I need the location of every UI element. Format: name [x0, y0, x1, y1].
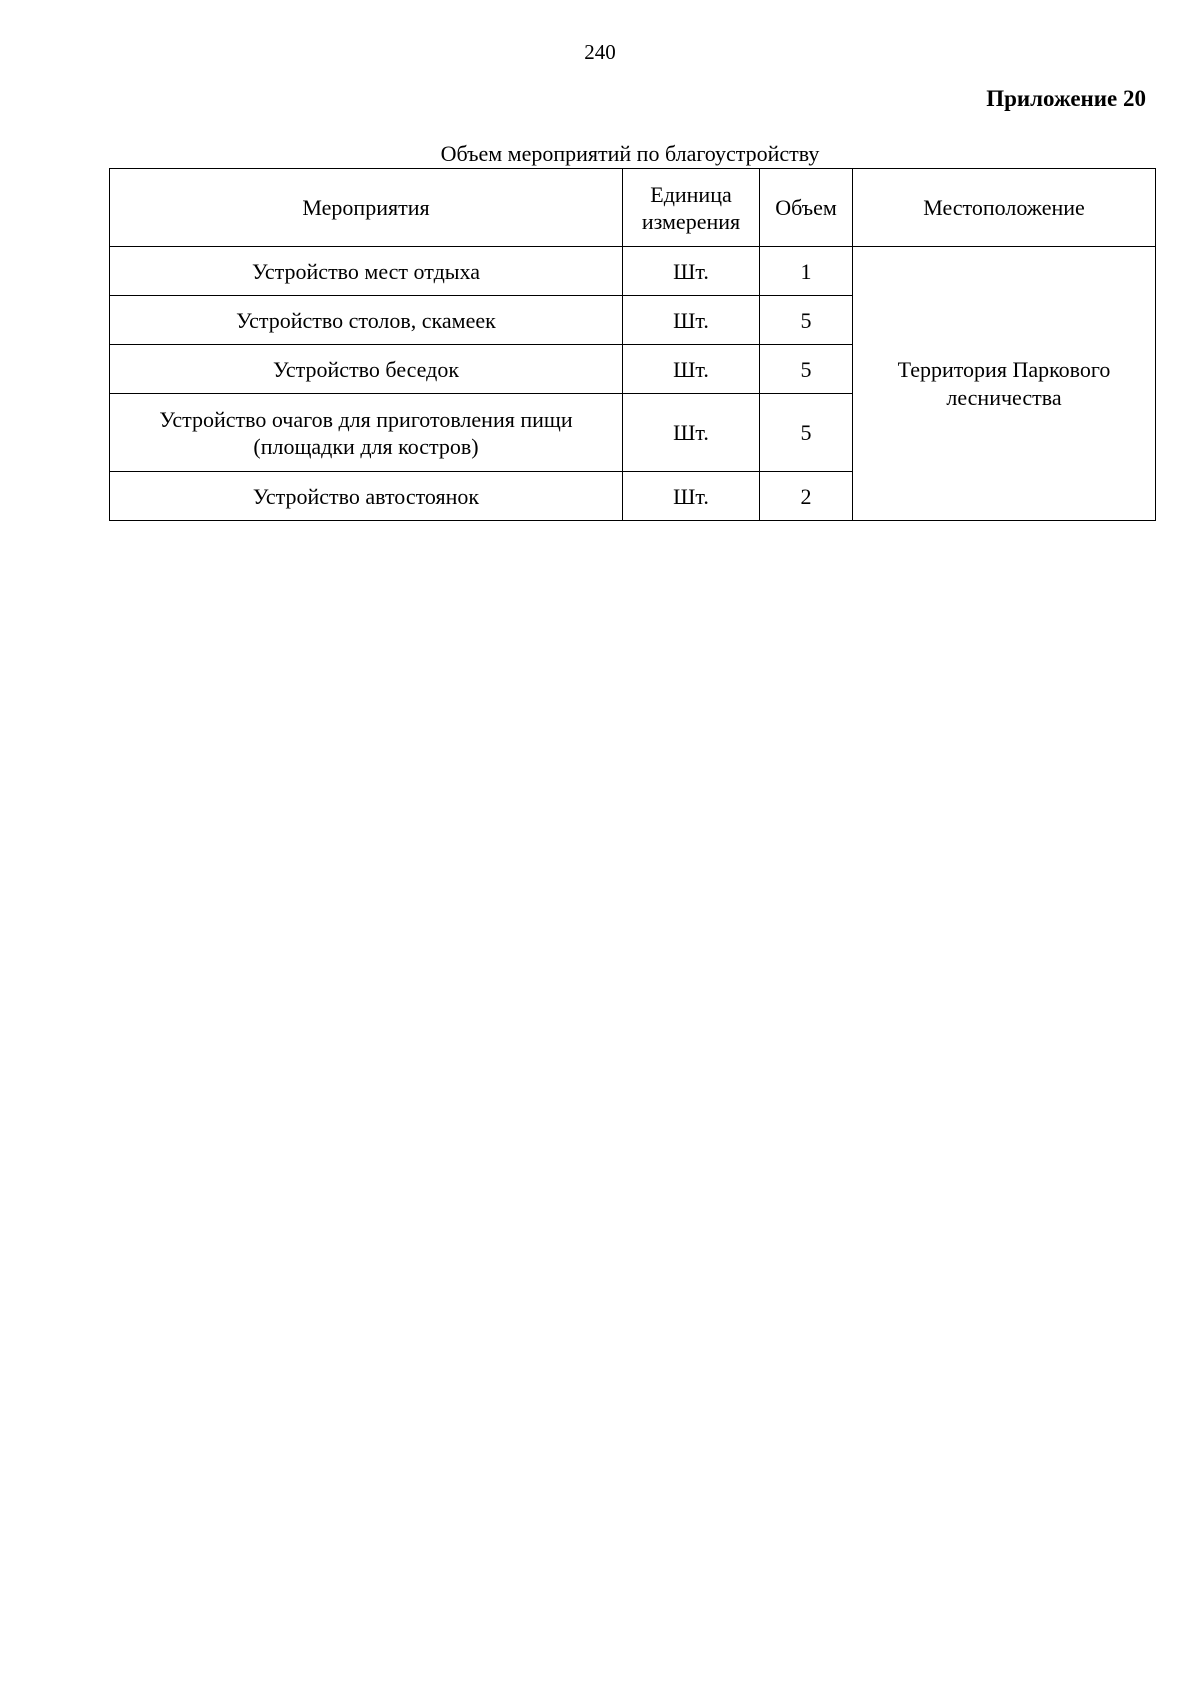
- header-unit: [623, 169, 760, 247]
- cell-activity: Устройство мест отдыха: [110, 247, 623, 296]
- cell-volume: 5: [760, 345, 853, 394]
- table-row: [110, 247, 1156, 296]
- cell-volume: 5: [760, 296, 853, 345]
- location-line2: лесничества: [946, 384, 1062, 410]
- cell-unit: Шт.: [623, 345, 760, 394]
- header-location: Местоположение: [853, 169, 1156, 247]
- appendix-label: Приложение 20: [986, 86, 1146, 111]
- header-unit-line1: Единица: [650, 181, 732, 207]
- cell-activity: Устройство беседок: [110, 345, 623, 394]
- location-line1: Территория Паркового: [897, 356, 1111, 382]
- page-number: 240: [584, 40, 616, 64]
- cell-activity-line2: (площадки для костров): [253, 433, 479, 459]
- table-caption: Объем мероприятий по благоустройству: [440, 141, 820, 166]
- cell-activity-line1: Устройство очагов для приготовления пищи: [159, 406, 573, 432]
- cell-volume: 2: [760, 472, 853, 521]
- activities-volume-table: [109, 168, 1156, 521]
- cell-unit: Шт.: [623, 296, 760, 345]
- cell-volume: 5: [760, 394, 853, 472]
- header-volume: Объем: [760, 169, 853, 247]
- cell-unit: Шт.: [623, 394, 760, 472]
- cell-location: [853, 247, 1156, 521]
- cell-activity: [110, 394, 623, 472]
- header-unit-line2: измерения: [641, 208, 741, 234]
- cell-activity: Устройство столов, скамеек: [110, 296, 623, 345]
- cell-volume: 1: [760, 247, 853, 296]
- cell-unit: Шт.: [623, 472, 760, 521]
- cell-activity: Устройство автостоянок: [110, 472, 623, 521]
- header-activity: Мероприятия: [110, 169, 623, 247]
- table-header-row: [110, 169, 1156, 247]
- cell-unit: Шт.: [623, 247, 760, 296]
